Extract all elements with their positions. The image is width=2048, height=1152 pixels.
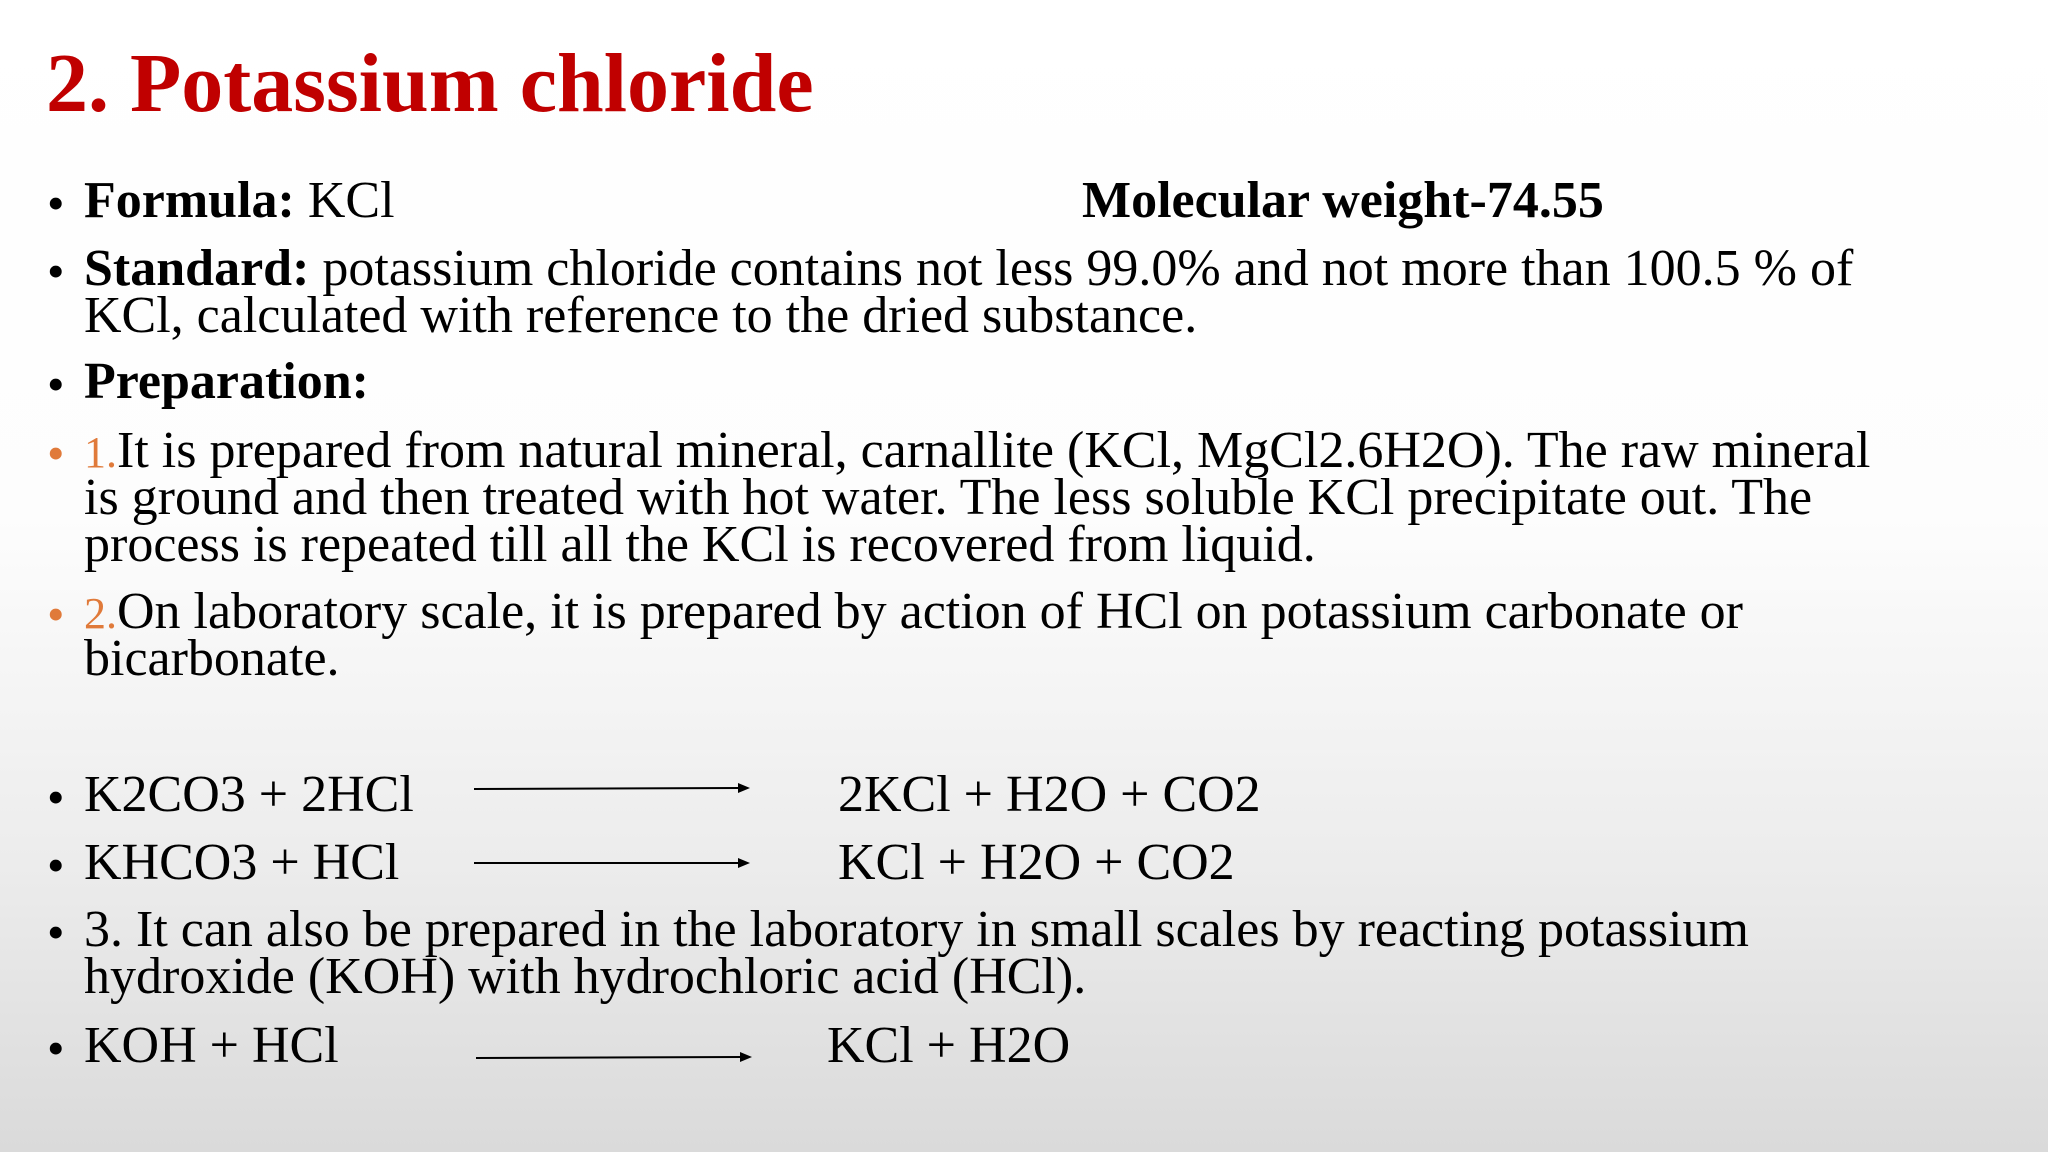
method2-number: 2. bbox=[84, 589, 117, 638]
bullet-dot: • bbox=[47, 904, 65, 960]
reaction2-arrow-icon bbox=[474, 856, 750, 870]
method1-line-3: process is repeated till all the KCl is recovered from liquid. bbox=[84, 516, 1316, 573]
method1-text-1: It is prepared from natural mineral, carnallite (KCl, MgCl2.6H2O). The raw mineral bbox=[117, 422, 1871, 479]
bullet-dot: • bbox=[47, 356, 65, 412]
standard-line-1 bbox=[84, 240, 1854, 297]
method1-number: 1. bbox=[84, 428, 117, 477]
bullet-dot: • bbox=[47, 837, 65, 893]
reaction1-reactants: K2CO3 + 2HCl bbox=[84, 766, 414, 823]
method3-line-2: hydroxide (KOH) with hydrochloric acid (HCl). bbox=[84, 948, 1087, 1005]
slide-title: 2. Potassium chloride bbox=[46, 37, 814, 130]
standard-line-2: KCl, calculated with reference to the dried substance. bbox=[84, 287, 1198, 344]
bullet-dot: • bbox=[47, 243, 65, 299]
method1-line-2: is ground and then treated with hot water. The less soluble KCl precipitate out. The bbox=[84, 469, 1813, 526]
sub-bullet-dot: • bbox=[47, 425, 65, 481]
preparation-heading bbox=[84, 353, 369, 410]
bullet-dot: • bbox=[47, 175, 65, 231]
reaction3-products: KCl + H2O bbox=[827, 1017, 1071, 1074]
reaction2-products: KCl + H2O + CO2 bbox=[838, 834, 1235, 891]
formula-label: Formula: bbox=[84, 172, 295, 229]
sub-bullet-dot: • bbox=[47, 586, 65, 642]
standard-text-1: potassium chloride contains not less 99.0% and not more than 100.5 % of bbox=[309, 240, 1854, 297]
reaction1-arrow-icon bbox=[474, 781, 750, 795]
molecular-weight: Molecular weight-74.55 bbox=[1082, 172, 1604, 229]
method2-text-1: On laboratory scale, it is prepared by action of HCl on potassium carbonate or bbox=[117, 583, 1743, 640]
method3-line-1: 3. It can also be prepared in the laboratory in small scales by reacting potassium bbox=[84, 901, 1749, 958]
formula-value: KCl bbox=[294, 172, 395, 229]
standard-label: Standard: bbox=[84, 240, 310, 297]
reaction3-reactants: KOH + HCl bbox=[84, 1017, 339, 1074]
bullet-dot: • bbox=[47, 769, 65, 825]
formula-line bbox=[84, 172, 395, 229]
reaction2-reactants: KHCO3 + HCl bbox=[84, 834, 400, 891]
reaction1-products: 2KCl + H2O + CO2 bbox=[838, 766, 1261, 823]
method2-line-2: bicarbonate. bbox=[84, 630, 340, 687]
reaction3-arrow-icon bbox=[476, 1050, 752, 1064]
preparation-label: Preparation: bbox=[84, 353, 369, 410]
bullet-dot: • bbox=[47, 1020, 65, 1076]
